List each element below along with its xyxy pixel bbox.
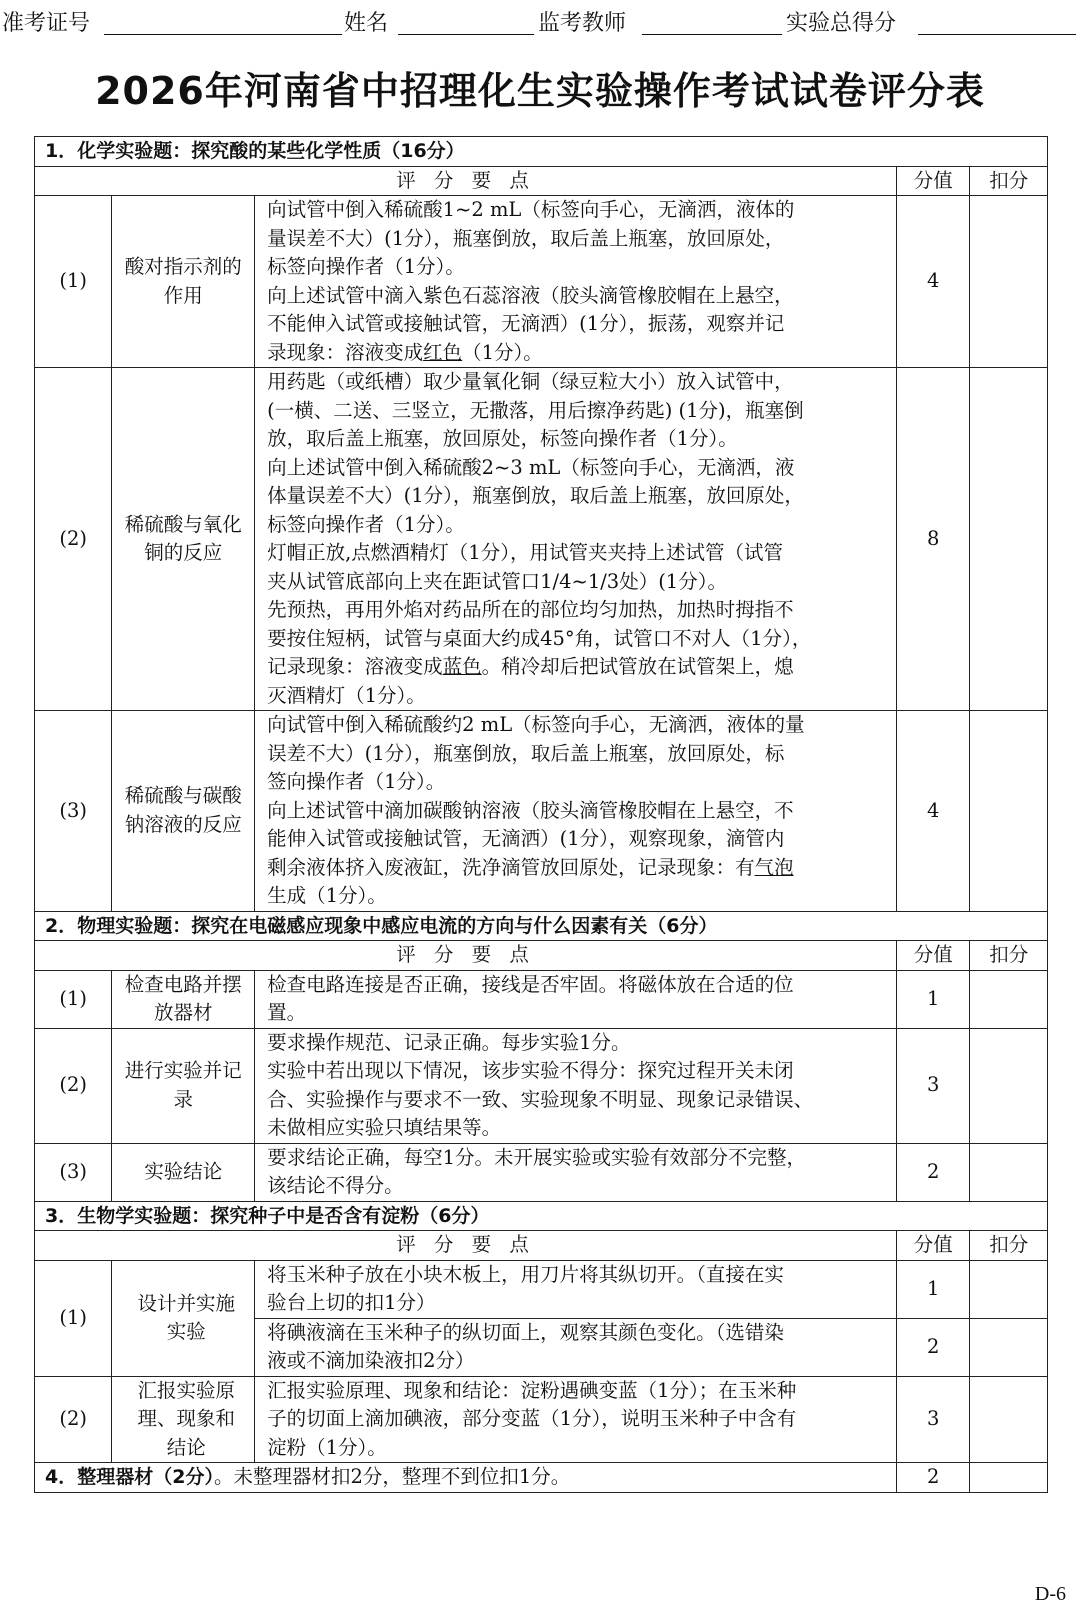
bio-section-heading: 3．生物学实验题：探究种子中是否含有淀粉（6分） <box>35 1201 1048 1231</box>
deduct-cell[interactable] <box>970 368 1048 711</box>
tidy-row <box>35 1463 1048 1493</box>
col-header-points: 评 分 要 点 <box>35 1231 897 1261</box>
chem-row-2 <box>35 368 1048 711</box>
candidate-header <box>0 2 1080 38</box>
item-no: (1) <box>35 196 112 368</box>
name-field[interactable] <box>398 34 534 35</box>
item-topic: 设计并实施实验 <box>112 1260 255 1376</box>
item-score: 1 <box>897 970 970 1028</box>
item-score: 1 <box>897 1260 970 1318</box>
item-no: (2) <box>35 1376 112 1463</box>
item-score: 4 <box>897 196 970 368</box>
item-points: 汇报实验原理、现象和结论：淀粉遇碘变蓝（1分）；在玉米种 子的切面上滴加碘液，部分变蓝（1分），说明玉米种子中含有 淀粉（1分）。 <box>255 1376 897 1463</box>
item-score: 3 <box>897 1028 970 1143</box>
proctor-field[interactable] <box>642 34 782 35</box>
item-no: (2) <box>35 368 112 711</box>
item-topic: 汇报实验原理、现象和结论 <box>112 1376 255 1463</box>
answer-blank: 红色 <box>423 340 463 364</box>
item-points: 将玉米种子放在小块木板上，用刀片将其纵切开。（直接在实 验台上切的扣1分） <box>255 1260 897 1318</box>
item-topic: 稀硫酸与碳酸钠溶液的反应 <box>112 711 255 912</box>
item-points: 向试管中倒入稀硫酸约2 mL（标签向手心，无滴洒，液体的量 误差不大）(1分），瓶塞倒放，取后盖上瓶塞，放回原处，标 签向操作者（1分）。 向上述试管中滴加碳酸钠溶液（胶头滴管橡胶帽在上悬空，不 能伸入试管或接触试管，无滴洒）(1分），观察现象，滴管内 剩余液体挤入废液缸，洗净滴管放回原处，记录现象：有气泡 生成（1分）。 <box>255 711 897 912</box>
answer-blank: 气泡 <box>754 855 794 879</box>
col-header-deduct: 扣分 <box>970 1231 1048 1261</box>
phys-row-3 <box>35 1143 1048 1201</box>
exam-no-field[interactable] <box>104 34 342 35</box>
deduct-cell[interactable] <box>970 970 1048 1028</box>
col-header-score: 分值 <box>897 941 970 971</box>
item-no: (3) <box>35 1143 112 1201</box>
item-points: 将碘液滴在玉米种子的纵切面上，观察其颜色变化。（选错染 液或不滴加染液扣2分） <box>255 1318 897 1376</box>
score-table <box>34 136 1048 1493</box>
item-topic: 检查电路并摆放器材 <box>112 970 255 1028</box>
item-no: (2) <box>35 1028 112 1143</box>
item-score: 2 <box>897 1318 970 1376</box>
deduct-cell[interactable] <box>970 711 1048 912</box>
deduct-cell[interactable] <box>970 196 1048 368</box>
proctor-label: 监考教师 <box>538 11 627 36</box>
item-score: 8 <box>897 368 970 711</box>
item-no: (3) <box>35 711 112 912</box>
deduct-cell[interactable] <box>970 1463 1048 1493</box>
answer-blank: 蓝色 <box>442 655 482 678</box>
total-score-field[interactable] <box>918 34 1076 35</box>
col-header-deduct: 扣分 <box>970 166 1048 196</box>
tidy-rule: 。未整理器材扣2分，整理不到位扣1分。 <box>213 1465 571 1489</box>
phys-section-heading: 2．物理实验题：探究在电磁感应现象中感应电流的方向与什么因素有关（6分） <box>35 911 1048 941</box>
item-points: 要求操作规范、记录正确。每步实验1分。 实验中若出现以下情况，该步实验不得分：探究过程开关未闭 合、实验操作与要求不一致、实验现象不明显、现象记录错误、 未做相应实验只填结果等。 <box>255 1028 897 1143</box>
item-no: (1) <box>35 1260 112 1376</box>
item-no: (1) <box>35 970 112 1028</box>
col-header-points: 评 分 要 点 <box>35 166 897 196</box>
deduct-cell[interactable] <box>970 1143 1048 1201</box>
phys-row-1 <box>35 970 1048 1028</box>
name-label: 姓名 <box>344 11 389 36</box>
item-score: 3 <box>897 1376 970 1463</box>
bio-row-2 <box>35 1376 1048 1463</box>
deduct-cell[interactable] <box>970 1260 1048 1318</box>
item-topic: 稀硫酸与氧化铜的反应 <box>112 368 255 711</box>
chem-section-heading: 1．化学实验题：探究酸的某些化学性质（16分） <box>35 137 1048 167</box>
bio-row-1a <box>35 1260 1048 1318</box>
col-header-points: 评 分 要 点 <box>35 941 897 971</box>
item-points: 检查电路连接是否正确，接线是否牢固。将磁体放在合适的位 置。 <box>255 970 897 1028</box>
deduct-cell[interactable] <box>970 1376 1048 1463</box>
item-score: 4 <box>897 711 970 912</box>
item-points: 要求结论正确，每空1分。未开展实验或实验有效部分不完整， 该结论不得分。 <box>255 1143 897 1201</box>
item-topic: 进行实验并记录 <box>112 1028 255 1143</box>
total-score-label: 实验总得分 <box>786 11 897 36</box>
col-header-deduct: 扣分 <box>970 941 1048 971</box>
chem-row-1 <box>35 196 1048 368</box>
item-topic: 酸对指示剂的作用 <box>112 196 255 368</box>
item-topic: 实验结论 <box>112 1143 255 1201</box>
tidy-heading: 4．整理器材（2分） <box>45 1466 214 1489</box>
item-score: 2 <box>897 1143 970 1201</box>
exam-no-label: 准考证号 <box>2 11 91 36</box>
page-title: 2026年河南省中招理化生实验操作考试试卷评分表 <box>95 69 985 113</box>
page-code: D-6 <box>1034 1583 1066 1605</box>
deduct-cell[interactable] <box>970 1318 1048 1376</box>
deduct-cell[interactable] <box>970 1028 1048 1143</box>
item-points: 向试管中倒入稀硫酸1~2 mL（标签向手心，无滴洒，液体的 量误差不大）(1分），瓶塞倒放，取后盖上瓶塞，放回原处， 标签向操作者（1分）。 向上述试管中滴入紫色石蕊溶液（胶头滴管橡胶帽在上悬空， 不能伸入试管或接触试管，无滴洒）(1分），振荡，观察并记 录现象：溶液变成红色（1分）。 <box>255 196 897 368</box>
col-header-score: 分值 <box>897 166 970 196</box>
item-points: 用药匙（或纸槽）取少量氧化铜（绿豆粒大小）放入试管中， (一横、二送、三竖立，无撒落，用后擦净药匙) (1分)，瓶塞倒 放，取后盖上瓶塞，放回原处，标签向操作者（1分）。 向上述试管中倒入稀硫酸2~3 mL（标签向手心，无滴洒，液 体量误差不大）(1分），瓶塞倒放，取后盖上瓶塞，放回原处， 标签向操作者（1分）。 灯帽正放,点燃酒精灯（1分），用试管夹夹持上述试管（试管 夹从试管底部向上夹在距试管口1/4~1/3处）(1分）。 先预热，再用外焰对药品所在的部位均匀加热，加热时拇指不 要按住短柄，试管与桌面大约成45°角，试管口不对人（1分）， 记录现象：溶液变成蓝色。稍冷却后把试管放在试管架上，熄 灭酒精灯（1分）。 <box>255 368 897 711</box>
col-header-score: 分值 <box>897 1231 970 1261</box>
phys-row-2 <box>35 1028 1048 1143</box>
item-score: 2 <box>897 1463 970 1493</box>
chem-row-3 <box>35 711 1048 912</box>
